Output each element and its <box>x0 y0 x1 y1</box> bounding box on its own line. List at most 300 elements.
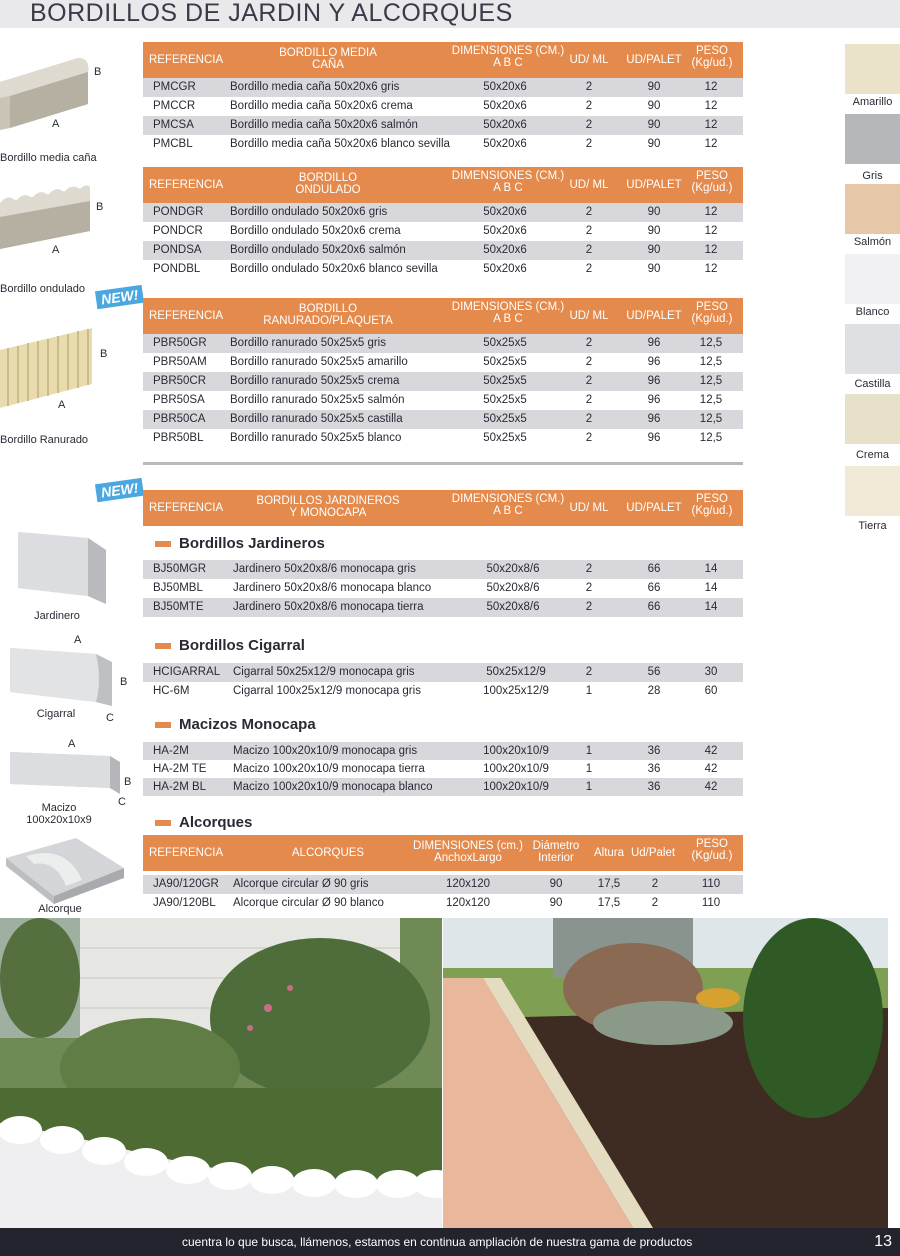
header-product-line1: BORDILLO MEDIA <box>279 47 377 59</box>
cell-palet: 96 <box>647 413 661 425</box>
cell-ud: 2 <box>585 337 593 349</box>
cell-peso: 14 <box>704 601 718 613</box>
cell-palet: 90 <box>647 138 661 150</box>
header-diam-line1: Diámetro <box>532 840 580 852</box>
cell-peso: 12 <box>704 263 718 275</box>
table-header <box>143 835 743 871</box>
cell-palet: 90 <box>647 119 661 131</box>
cell-ref: PBR50GR <box>153 337 207 349</box>
header-product-line2: ONDULADO <box>295 184 361 196</box>
section-title-text: Alcorques <box>179 814 253 831</box>
dim-label-b: B <box>124 776 132 788</box>
cell-diametro: 90 <box>549 878 563 890</box>
header-referencia: REFERENCIA <box>149 310 224 322</box>
cell-ref: PONDGR <box>153 206 204 218</box>
cell-ud: 2 <box>585 375 593 387</box>
cell-ud: 2 <box>585 394 593 406</box>
cell-peso: 110 <box>701 897 721 909</box>
swatch-caption: Salmón <box>853 236 892 248</box>
cell-dim: 50x20x8/6 <box>486 601 540 613</box>
table-row <box>143 894 743 913</box>
cell-desc: Macizo 100x20x10/9 monocapa tierra <box>233 763 425 775</box>
swatch-caption: Amarillo <box>852 96 893 108</box>
header-product-line1: BORDILLO <box>298 172 358 184</box>
dim-label-b: B <box>100 348 108 360</box>
swatch-caption: Castilla <box>854 378 891 390</box>
cell-altura: 17,5 <box>597 878 621 890</box>
table-row <box>143 116 743 135</box>
cell-desc: Bordillo ondulado 50x20x6 crema <box>230 225 401 237</box>
cell-dim: 100x20x10/9 <box>483 781 549 793</box>
cell-desc: Bordillo media caña 50x20x6 crema <box>230 100 413 112</box>
cell-ref: JA90/120GR <box>153 878 219 890</box>
cell-ud: 2 <box>585 666 593 678</box>
header-peso-line2: (Kg/ud.) <box>691 505 733 517</box>
header-product <box>243 495 413 519</box>
header-dim-line2: A B C <box>493 505 523 517</box>
alcorque-caption: Alcorque <box>38 903 82 915</box>
header-dimensiones <box>443 301 573 325</box>
cell-peso: 12 <box>704 138 718 150</box>
cell-dim: 50x20x6 <box>483 263 527 275</box>
dim-label-a: A <box>68 738 76 750</box>
cell-peso: 12,5 <box>699 337 723 349</box>
cell-desc: Bordillo ranurado 50x25x5 blanco <box>230 432 402 444</box>
section-title-text: Bordillos Cigarral <box>179 637 305 654</box>
header-referencia: REFERENCIA <box>149 54 224 66</box>
cell-peso: 42 <box>704 781 718 793</box>
table-jardineros-monocapa <box>143 490 743 526</box>
cigarral-image <box>8 640 118 710</box>
table-alcorques <box>143 835 743 913</box>
cell-palet: 90 <box>647 263 661 275</box>
header-product-line2: RANURADO/PLAQUETA <box>263 315 393 327</box>
cell-ref: PONDSA <box>153 244 202 256</box>
bullet-bar <box>155 541 171 547</box>
header-product-line1: BORDILLO <box>298 303 358 315</box>
cell-peso: 110 <box>701 878 721 890</box>
cell-diametro: 90 <box>549 897 563 909</box>
cell-dim: 50x20x8/6 <box>486 582 540 594</box>
cell-dim: 50x25x5 <box>483 413 527 425</box>
header-peso-line2: (Kg/ud.) <box>691 850 733 862</box>
cell-ud: 2 <box>585 432 593 444</box>
cell-peso: 12 <box>704 244 718 256</box>
table-row <box>143 410 743 429</box>
cell-desc: Bordillo media caña 50x20x6 blanco sevilla <box>230 138 450 150</box>
table-row <box>143 222 743 241</box>
header-dim-line2: A B C <box>493 313 523 325</box>
cell-dim: 50x25x5 <box>483 432 527 444</box>
cell-palet: 96 <box>647 356 661 368</box>
header-ud-palet: UD/PALET <box>626 502 682 514</box>
cell-ref: HA-2M TE <box>153 763 207 775</box>
header-peso-line1: PESO <box>696 45 728 57</box>
swatch-amarillo <box>845 44 900 94</box>
cell-desc: Macizo 100x20x10/9 monocapa blanco <box>233 781 433 793</box>
cell-desc: Jardinero 50x20x8/6 monocapa gris <box>233 563 416 575</box>
cell-peso: 42 <box>704 763 718 775</box>
table-header <box>143 298 743 334</box>
cell-ref: PBR50SA <box>153 394 205 406</box>
header-ud-palet: UD/PALET <box>626 179 682 191</box>
table-row <box>143 391 743 410</box>
ondulado-caption: Bordillo ondulado <box>0 283 86 295</box>
header-peso <box>689 493 735 517</box>
section-title-text: Macizos Monocapa <box>179 716 316 733</box>
cell-desc: Alcorque circular Ø 90 gris <box>233 878 369 890</box>
alcorque-image <box>6 834 126 904</box>
cell-dim: 100x20x10/9 <box>483 763 549 775</box>
cell-palet: 56 <box>647 666 661 678</box>
cell-peso: 12 <box>704 100 718 112</box>
bullet-bar <box>155 722 171 728</box>
header-ud-ml: UD/ ML <box>569 502 609 514</box>
cell-palet: 2 <box>651 878 659 890</box>
swatch-caption: Blanco <box>855 306 890 318</box>
cell-desc: Bordillo media caña 50x20x6 gris <box>230 81 400 93</box>
cell-ref: HA-2M BL <box>153 781 207 793</box>
table-jardineros <box>143 560 743 617</box>
garden-photo-right <box>443 918 888 1228</box>
header-ud-palet: UD/PALET <box>626 310 682 322</box>
dim-label-a: A <box>74 634 82 646</box>
cigarral-caption: Cigarral <box>36 708 76 720</box>
section-title-alcorques <box>155 814 252 831</box>
cell-palet: 96 <box>647 337 661 349</box>
table-cigarral <box>143 663 743 701</box>
swatch-castilla <box>845 324 900 374</box>
cell-dim: 120x120 <box>445 878 491 890</box>
cell-dim: 50x20x6 <box>483 138 527 150</box>
cell-dim: 50x25x5 <box>483 356 527 368</box>
section-title-text: Bordillos Jardineros <box>179 535 325 552</box>
cell-dim: 50x20x6 <box>483 225 527 237</box>
cell-desc: Alcorque circular Ø 90 blanco <box>233 897 384 909</box>
table-header <box>143 167 743 203</box>
cell-ud: 2 <box>585 225 593 237</box>
page-number: 13 <box>874 1233 892 1250</box>
header-dimensiones <box>443 170 573 194</box>
cell-ud: 2 <box>585 413 593 425</box>
table-row <box>143 875 743 894</box>
header-referencia: REFERENCIA <box>149 847 224 859</box>
garden-photo-right-art <box>443 918 888 1228</box>
cell-palet: 66 <box>647 563 661 575</box>
dim-label-a: A <box>52 244 60 256</box>
dim-label-c: C <box>106 712 114 724</box>
cell-peso: 12 <box>704 225 718 237</box>
header-dimensiones <box>408 840 528 864</box>
new-badge: NEW! <box>95 478 144 502</box>
cell-ref: JA90/120BL <box>153 897 216 909</box>
cell-peso: 60 <box>704 685 718 697</box>
footer-bar <box>0 1228 900 1256</box>
cell-ud: 1 <box>585 685 593 697</box>
macizo-caption-size: 100x20x10x9 <box>26 814 92 826</box>
cell-ud: 1 <box>585 745 593 757</box>
cell-dim: 50x25x5 <box>483 394 527 406</box>
cell-peso: 12,5 <box>699 432 723 444</box>
header-peso-line1: PESO <box>696 301 728 313</box>
header-product: ALCORQUES <box>291 847 365 859</box>
cell-desc: Bordillo ondulado 50x20x6 salmón <box>230 244 406 256</box>
cell-ref: BJ50MTE <box>153 601 204 613</box>
header-diam-line2: Interior <box>538 852 574 864</box>
cell-palet: 36 <box>647 745 661 757</box>
macizo-image <box>8 748 123 798</box>
header-ud-palet: UD/PALET <box>626 54 682 66</box>
dim-label-b: B <box>120 676 128 688</box>
media-cana-caption: Bordillo media caña <box>0 152 97 164</box>
cell-dim: 50x25x5 <box>483 375 527 387</box>
header-dim-line1: DIMENSIONES (CM.) <box>451 493 565 505</box>
garden-photo-left-art <box>0 918 442 1228</box>
macizo-caption-name: Macizo <box>41 802 77 814</box>
media-cana-image <box>0 52 100 132</box>
ranurado-image <box>0 328 100 410</box>
header-dimensiones <box>443 45 573 69</box>
bullet-bar <box>155 643 171 649</box>
table-row <box>143 560 743 579</box>
header-peso <box>689 301 735 325</box>
ranurado-caption: Bordillo Ranurado <box>0 434 89 446</box>
cell-ud: 2 <box>585 244 593 256</box>
cell-ref: BJ50MGR <box>153 563 207 575</box>
cell-desc: Bordillo ondulado 50x20x6 gris <box>230 206 388 218</box>
header-peso <box>689 838 735 862</box>
cell-peso: 14 <box>704 582 718 594</box>
cell-palet: 90 <box>647 244 661 256</box>
swatch-caption: Crema <box>855 449 889 461</box>
swatch-caption: Gris <box>862 170 883 182</box>
dim-label-b: B <box>94 66 102 78</box>
table-header <box>143 42 743 78</box>
cell-desc: Jardinero 50x20x8/6 monocapa blanco <box>233 582 432 594</box>
header-dim-line1: DIMENSIONES (CM.) <box>451 301 565 313</box>
cell-palet: 96 <box>647 375 661 387</box>
header-dim-line1: DIMENSIONES (cm.) <box>413 840 523 852</box>
header-referencia: REFERENCIA <box>149 179 224 191</box>
cell-palet: 90 <box>647 81 661 93</box>
table-row <box>143 778 743 796</box>
cell-desc: Bordillo ondulado 50x20x6 blanco sevilla <box>230 263 438 275</box>
cell-desc: Jardinero 50x20x8/6 monocapa tierra <box>233 601 424 613</box>
cell-peso: 12 <box>704 81 718 93</box>
table-row <box>143 682 743 701</box>
cell-desc: Cigarral 50x25x12/9 monocapa gris <box>233 666 415 678</box>
table-row <box>143 203 743 222</box>
header-peso-line2: (Kg/ud.) <box>691 57 733 69</box>
cell-ref: PBR50CA <box>153 413 206 425</box>
table-row <box>143 78 743 97</box>
cell-palet: 66 <box>647 601 661 613</box>
header-peso <box>689 45 735 69</box>
header-referencia: REFERENCIA <box>149 502 224 514</box>
table-row <box>143 429 743 448</box>
table-row <box>143 97 743 116</box>
cell-dim: 100x20x10/9 <box>483 745 549 757</box>
header-product <box>258 47 398 71</box>
cell-ud: 2 <box>585 601 593 613</box>
cell-peso: 12,5 <box>699 375 723 387</box>
cell-dim: 50x25x5 <box>483 337 527 349</box>
header-ud-ml: UD/ ML <box>569 179 609 191</box>
header-ud-ml: UD/ ML <box>569 310 609 322</box>
table-row <box>143 135 743 154</box>
cell-dim: 50x20x6 <box>483 81 527 93</box>
cell-peso: 12,5 <box>699 413 723 425</box>
table-row <box>143 598 743 617</box>
header-dim-line2: AnchoxLargo <box>434 852 502 864</box>
cell-ud: 1 <box>585 781 593 793</box>
macizo-caption <box>14 802 104 826</box>
cell-ud: 2 <box>585 582 593 594</box>
cell-peso: 12,5 <box>699 356 723 368</box>
header-ud-ml: UD/ ML <box>569 54 609 66</box>
header-diametro <box>528 840 584 864</box>
cell-ud: 2 <box>585 206 593 218</box>
cell-ref: PONDCR <box>153 225 203 237</box>
new-badge: NEW! <box>95 285 144 309</box>
cell-peso: 12 <box>704 119 718 131</box>
header-dimensiones <box>443 493 573 517</box>
jardinero-image <box>14 528 110 608</box>
table-row <box>143 372 743 391</box>
section-title-jardineros <box>155 535 325 552</box>
cell-ref: PBR50AM <box>153 356 207 368</box>
header-dim-line2: A B C <box>493 182 523 194</box>
cell-ud: 2 <box>585 356 593 368</box>
header-product <box>248 303 408 327</box>
cell-palet: 36 <box>647 781 661 793</box>
cell-peso: 30 <box>704 666 718 678</box>
cell-ud: 2 <box>585 119 593 131</box>
cell-desc: Macizo 100x20x10/9 monocapa gris <box>233 745 418 757</box>
cell-ref: BJ50MBL <box>153 582 203 594</box>
header-dim-line1: DIMENSIONES (CM.) <box>451 45 565 57</box>
cell-dim: 50x20x6 <box>483 206 527 218</box>
cell-peso: 42 <box>704 745 718 757</box>
table-macizos <box>143 742 743 796</box>
cell-palet: 96 <box>647 432 661 444</box>
cell-ref: PONDBL <box>153 263 201 275</box>
cell-dim: 50x20x6 <box>483 119 527 131</box>
header-peso-line1: PESO <box>696 170 728 182</box>
footer-text: cuentra lo que busca, llámenos, estamos en continua ampliación de nuestra gama de productos <box>182 1235 693 1249</box>
header-product <box>258 172 398 196</box>
swatch-salmon <box>845 184 900 234</box>
table-row <box>143 260 743 279</box>
cell-ud: 2 <box>585 81 593 93</box>
garden-photo-left <box>0 918 442 1228</box>
swatch-crema <box>845 394 900 444</box>
header-peso-line2: (Kg/ud.) <box>691 313 733 325</box>
section-divider <box>143 462 743 465</box>
cell-ref: HA-2M <box>153 745 189 757</box>
cell-ref: PMCCR <box>153 100 196 112</box>
table-header <box>143 490 743 526</box>
cell-ref: PBR50CR <box>153 375 207 387</box>
swatch-caption: Tierra <box>858 520 887 532</box>
cell-ref: HCIGARRAL <box>153 666 221 678</box>
section-title-macizos <box>155 716 316 733</box>
swatch-tierra <box>845 466 900 516</box>
cell-altura: 17,5 <box>597 897 621 909</box>
table-ondulado <box>143 167 743 279</box>
header-peso-line1: PESO <box>696 838 728 850</box>
header-product-line2: CAÑA <box>312 59 344 71</box>
cell-palet: 2 <box>651 897 659 909</box>
header-dim-line1: DIMENSIONES (CM.) <box>451 170 565 182</box>
cell-dim: 50x20x6 <box>483 100 527 112</box>
bullet-bar <box>155 820 171 826</box>
cell-desc: Bordillo ranurado 50x25x5 salmón <box>230 394 405 406</box>
dim-label-a: A <box>58 399 66 411</box>
ondulado-image <box>0 183 100 261</box>
cell-palet: 90 <box>647 206 661 218</box>
cell-desc: Bordillo ranurado 50x25x5 castilla <box>230 413 403 425</box>
cell-palet: 28 <box>647 685 661 697</box>
table-row <box>143 760 743 778</box>
table-media-cana <box>143 42 743 154</box>
cell-desc: Bordillo media caña 50x20x6 salmón <box>230 119 418 131</box>
cell-dim: 50x20x8/6 <box>486 563 540 575</box>
cell-ref: PMCBL <box>153 138 193 150</box>
header-dim-line2: A B C <box>493 57 523 69</box>
swatch-blanco <box>845 254 900 304</box>
cell-ref: PBR50BL <box>153 432 204 444</box>
cell-ud: 1 <box>585 763 593 775</box>
cell-palet: 90 <box>647 100 661 112</box>
jardinero-caption: Jardinero <box>34 610 80 622</box>
cell-peso: 14 <box>704 563 718 575</box>
cell-ud: 2 <box>585 138 593 150</box>
cell-ref: PMCSA <box>153 119 194 131</box>
table-row <box>143 579 743 598</box>
table-row <box>143 241 743 260</box>
dim-label-a: A <box>52 118 60 130</box>
swatch-gris <box>845 114 900 164</box>
cell-dim: 50x20x6 <box>483 244 527 256</box>
dim-label-c: C <box>118 796 126 808</box>
table-row <box>143 353 743 372</box>
header-product-line1: BORDILLOS JARDINEROS <box>256 495 400 507</box>
cell-palet: 96 <box>647 394 661 406</box>
cell-peso: 12 <box>704 206 718 218</box>
cell-desc: Bordillo ranurado 50x25x5 amarillo <box>230 356 408 368</box>
section-title-cigarral <box>155 637 305 654</box>
cell-dim: 120x120 <box>445 897 491 909</box>
cell-palet: 36 <box>647 763 661 775</box>
table-row <box>143 334 743 353</box>
cell-desc: Cigarral 100x25x12/9 monocapa gris <box>233 685 421 697</box>
table-row <box>143 742 743 760</box>
cell-dim: 100x25x12/9 <box>483 685 549 697</box>
table-ranurado <box>143 298 743 448</box>
cell-ref: HC-6M <box>153 685 190 697</box>
cell-ud: 2 <box>585 563 593 575</box>
table-row <box>143 663 743 682</box>
header-peso-line2: (Kg/ud.) <box>691 182 733 194</box>
cell-dim: 50x25x12/9 <box>486 666 546 678</box>
cell-ud: 2 <box>585 263 593 275</box>
cell-palet: 66 <box>647 582 661 594</box>
cell-palet: 90 <box>647 225 661 237</box>
cell-ref: PMCGR <box>153 81 196 93</box>
header-peso-line1: PESO <box>696 493 728 505</box>
dim-label-b: B <box>96 201 104 213</box>
